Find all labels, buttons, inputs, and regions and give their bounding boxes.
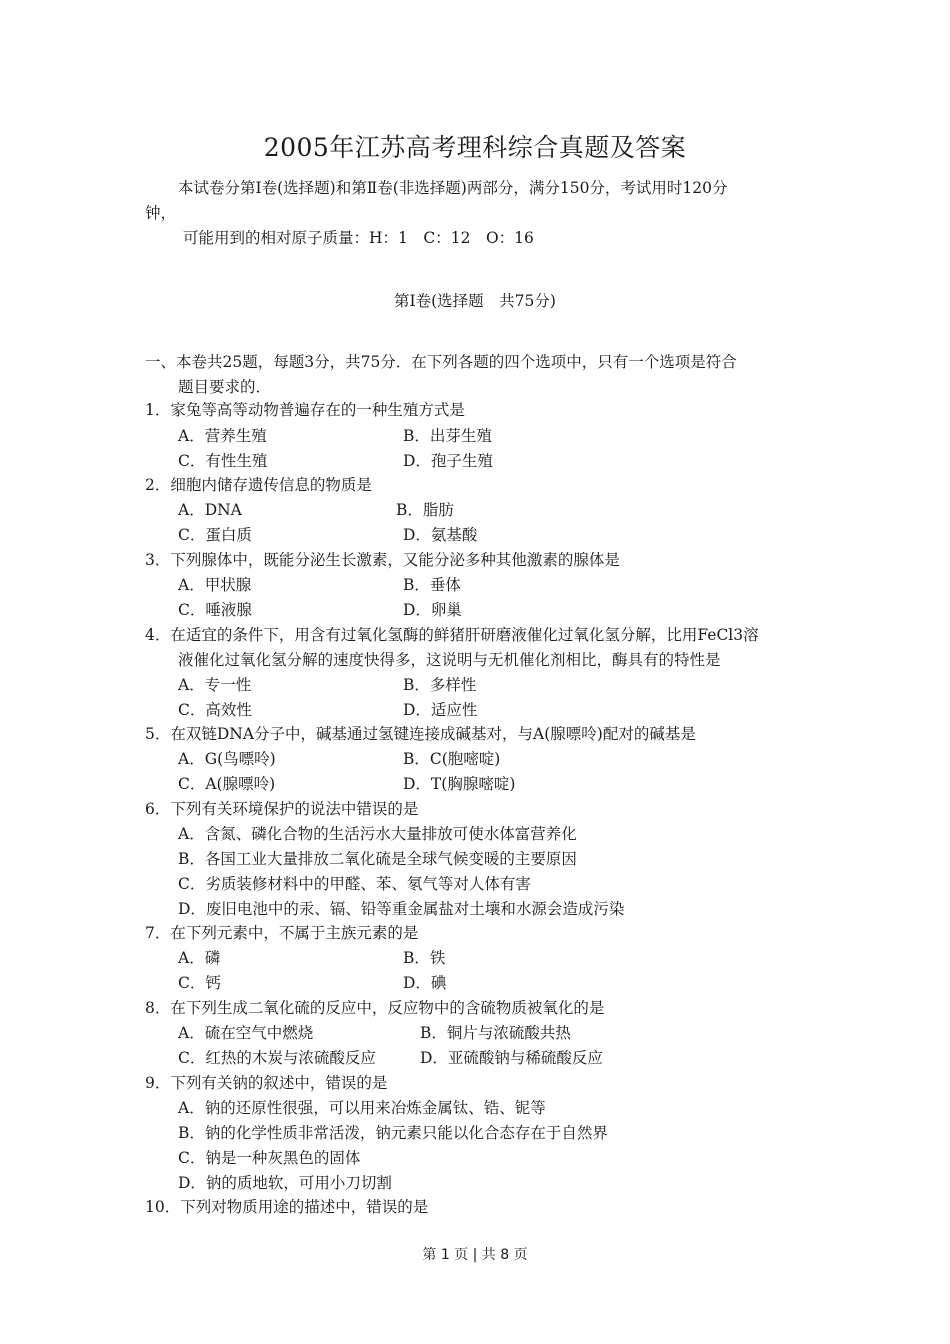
option: B．铜片与浓硫酸共热	[420, 1024, 571, 1042]
option: D．T(胸腺嘧啶)	[403, 775, 516, 793]
question-stem: 7．在下列元素中，不属于主族元素的是	[145, 924, 419, 942]
option: B．脂肪	[396, 501, 454, 519]
question-stem: 9．下列有关钠的叙述中，错误的是	[145, 1074, 388, 1092]
option: A．硫在空气中燃烧	[178, 1024, 314, 1042]
part-intro: 题目要求的．	[178, 378, 272, 396]
option: C．红热的木炭与浓硫酸反应	[178, 1049, 376, 1067]
question-stem: 5．在双链DNA分子中，碱基通过氢键连接成碱基对，与A(腺嘌呤)配对的碱基是	[145, 725, 696, 743]
intro-line: 钟，	[145, 204, 177, 222]
option: D．氨基酸	[403, 526, 478, 544]
option: A．钠的还原性很强，可以用来冶炼金属钛、锆、铌等	[178, 1099, 546, 1117]
option: D．钠的质地软，可用小刀切割	[178, 1174, 392, 1192]
option: B．C(胞嘧啶)	[403, 750, 501, 768]
option: D．碘	[403, 974, 447, 992]
intro-line: 可能用到的相对原子质量：H：1 C：12 O：16	[183, 229, 534, 247]
page-title: 2005年江苏高考理科综合真题及答案	[263, 133, 687, 162]
option: C．钠是一种灰黑色的固体	[178, 1149, 361, 1167]
option: C．劣质装修材料中的甲醛、苯、氡气等对人体有害	[178, 875, 531, 893]
option: D．废旧电池中的汞、镉、铅等重金属盐对土壤和水源会造成污染	[178, 900, 625, 918]
question-stem: 1．家兔等高等动物普遍存在的一种生殖方式是	[145, 401, 465, 419]
intro-line: 本试卷分第Ⅰ卷(选择题)和第Ⅱ卷(非选择题)两部分，满分150分，考试用时120分	[178, 179, 728, 197]
option: A．G(鸟嘌呤)	[178, 750, 276, 768]
question-stem: 2．细胞内储存遗传信息的物质是	[145, 476, 372, 494]
question-stem: 10．下列对物质用途的描述中，错误的是	[145, 1198, 429, 1216]
option: B．铁	[403, 949, 446, 967]
option: A．磷	[178, 949, 221, 967]
question-stem: 液催化过氧化氢分解的速度快得多，这说明与无机催化剂相比，酶具有的特性是	[178, 651, 721, 669]
question-stem: 6．下列有关环境保护的说法中错误的是	[145, 800, 419, 818]
option: D．亚硫酸钠与稀硫酸反应	[420, 1049, 603, 1067]
option: A．甲状腺	[178, 576, 252, 594]
option: D．孢子生殖	[403, 452, 493, 470]
option: C．有性生殖	[178, 452, 268, 470]
option: B．垂体	[403, 576, 461, 594]
section-title: 第Ⅰ卷(选择题 共75分)	[394, 292, 556, 310]
option: B．出芽生殖	[403, 427, 492, 445]
option: D．适应性	[403, 701, 478, 719]
option: C．唾液腺	[178, 601, 252, 619]
option: C．A(腺嘌呤)	[178, 775, 276, 793]
option: A．专一性	[178, 676, 252, 694]
option: C．钙	[178, 974, 221, 992]
page-footer: 第 1 页 | 共 8 页	[422, 1247, 528, 1263]
option: A．含氮、磷化合物的生活污水大量排放可使水体富营养化	[178, 825, 577, 843]
option: B．钠的化学性质非常活泼，钠元素只能以化合态存在于自然界	[178, 1124, 608, 1142]
option: C．蛋白质	[178, 526, 252, 544]
question-stem: 3．下列腺体中，既能分泌生长激素，又能分泌多种其他激素的腺体是	[145, 551, 620, 569]
option: A．营养生殖	[178, 427, 267, 445]
option: C．高效性	[178, 701, 252, 719]
part-intro: 一、本卷共25题，每题3分，共75分．在下列各题的四个选项中，只有一个选项是符合	[145, 353, 737, 371]
question-stem: 4．在适宜的条件下，用含有过氧化氢酶的鲜猪肝研磨液催化过氧化氢分解，比用FeCl3溶	[145, 626, 759, 644]
option: A．DNA	[178, 501, 242, 519]
option: D．卵巢	[403, 601, 462, 619]
option: B．多样性	[403, 676, 477, 694]
question-stem: 8．在下列生成二氧化硫的反应中，反应物中的含硫物质被氧化的是	[145, 999, 605, 1017]
option: B．各国工业大量排放二氧化硫是全球气候变暖的主要原因	[178, 850, 577, 868]
